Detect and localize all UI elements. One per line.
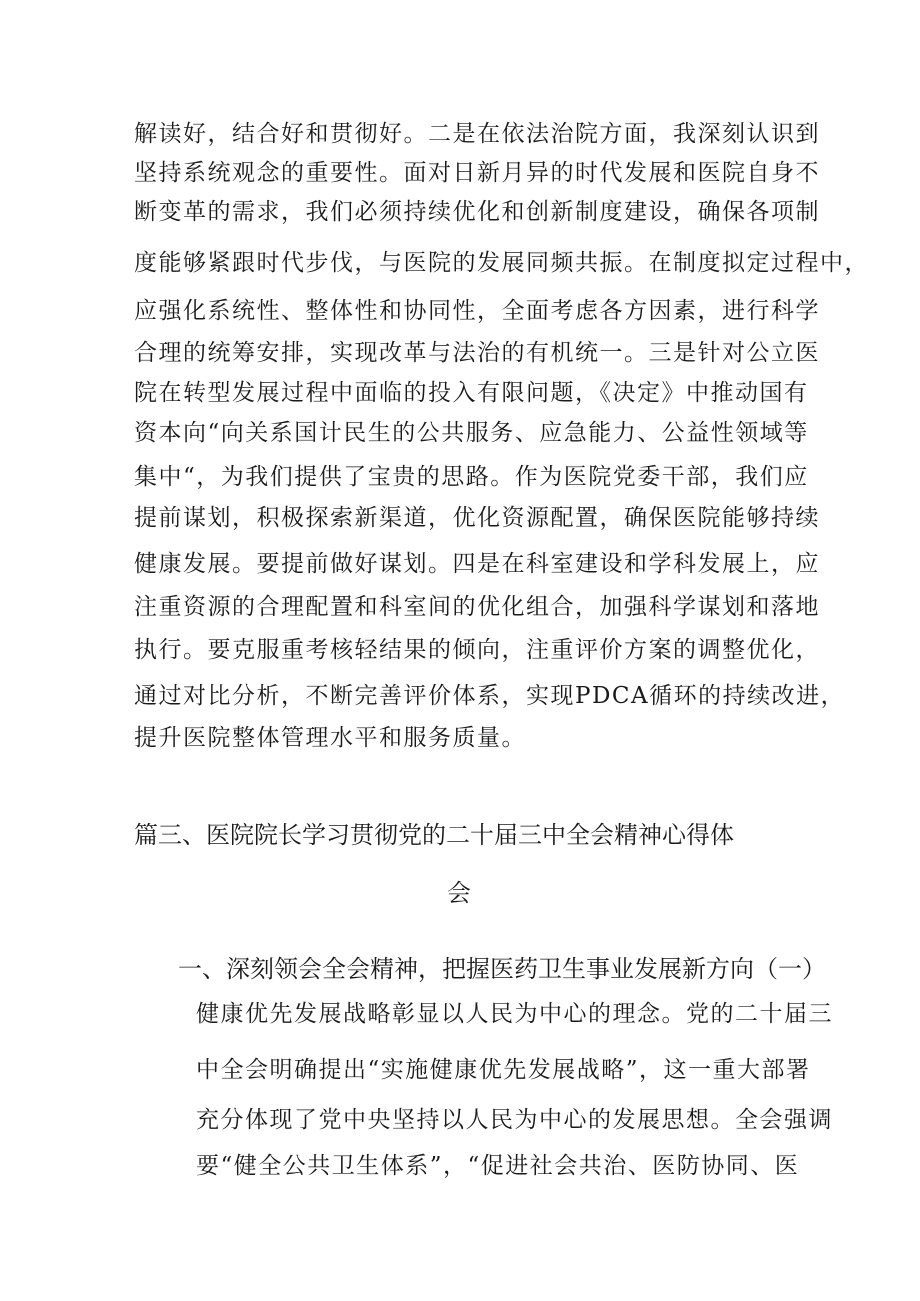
text-line: 中全会明确提出“实施健康优先发展战略”，这一重大部署 xyxy=(196,1057,811,1083)
text-line: 资本向“向关系国计民生的公共服务、应急能力、公益性领域等 xyxy=(134,420,809,446)
section-title: 篇三、医院院长学习贯彻党的二十届三中全会精神心得体 xyxy=(134,821,734,849)
text-line: 执行。要克服重考核轻结果的倾向，注重评价方案的调整优化， xyxy=(134,637,820,663)
text-line: 应强化系统性、整体性和协同性，全面考虑各方因素，进行科学 xyxy=(134,298,820,324)
text-line: 注重资源的合理配置和科室间的优化组合，加强科学谋划和落地 xyxy=(134,594,820,620)
text-line: 要“健全公共卫生体系”，“促进社会共治、医防协同、医 xyxy=(196,1153,800,1179)
text-line: 解读好，结合好和贯彻好。二是在依法治院方面，我深刻认识到 xyxy=(134,121,820,147)
text-line: 提前谋划，积极探索新渠道，优化资源配置，确保医院能够持续 xyxy=(134,505,820,531)
text-line: 坚持系统观念的重要性。面对日新月异的时代发展和医院自身不 xyxy=(134,160,820,186)
text-line: 提升医院整体管理水平和服务质量。 xyxy=(134,725,526,751)
subheading: 一、深刻领会全会精神，把握医药卫生事业发展新方向（一） xyxy=(178,955,826,983)
text-line: 充分体现了党中央坚持以人民为中心的发展思想。全会强调 xyxy=(196,1107,833,1133)
text-line: 断变革的需求，我们必须持续优化和创新制度建设，确保各项制 xyxy=(134,199,820,225)
text-line: 合理的统筹安排，实现改革与法治的有机统一。三是针对公立医 xyxy=(134,340,820,366)
text-line: 院在转型发展过程中面临的投入有限问题，《决定》中推动国有 xyxy=(134,380,809,406)
text-line: 通过对比分析，不断完善评价体系，实现PDCA循环的持续改进， xyxy=(134,683,846,709)
section-title-continuation: 会 xyxy=(447,879,471,907)
text-line: 健康发展。要提前做好谋划。四是在科室建设和学科发展上，应 xyxy=(134,551,820,577)
text-line: 集中“，为我们提供了宝贵的思路。作为医院党委干部，我们应 xyxy=(134,464,809,490)
text-line: 健康优先发展战略彰显以人民为中心的理念。党的二十届三 xyxy=(196,1001,833,1027)
text-line: 度能够紧跟时代步伐，与医院的发展同频共振。在制度拟定过程中， xyxy=(134,250,869,276)
